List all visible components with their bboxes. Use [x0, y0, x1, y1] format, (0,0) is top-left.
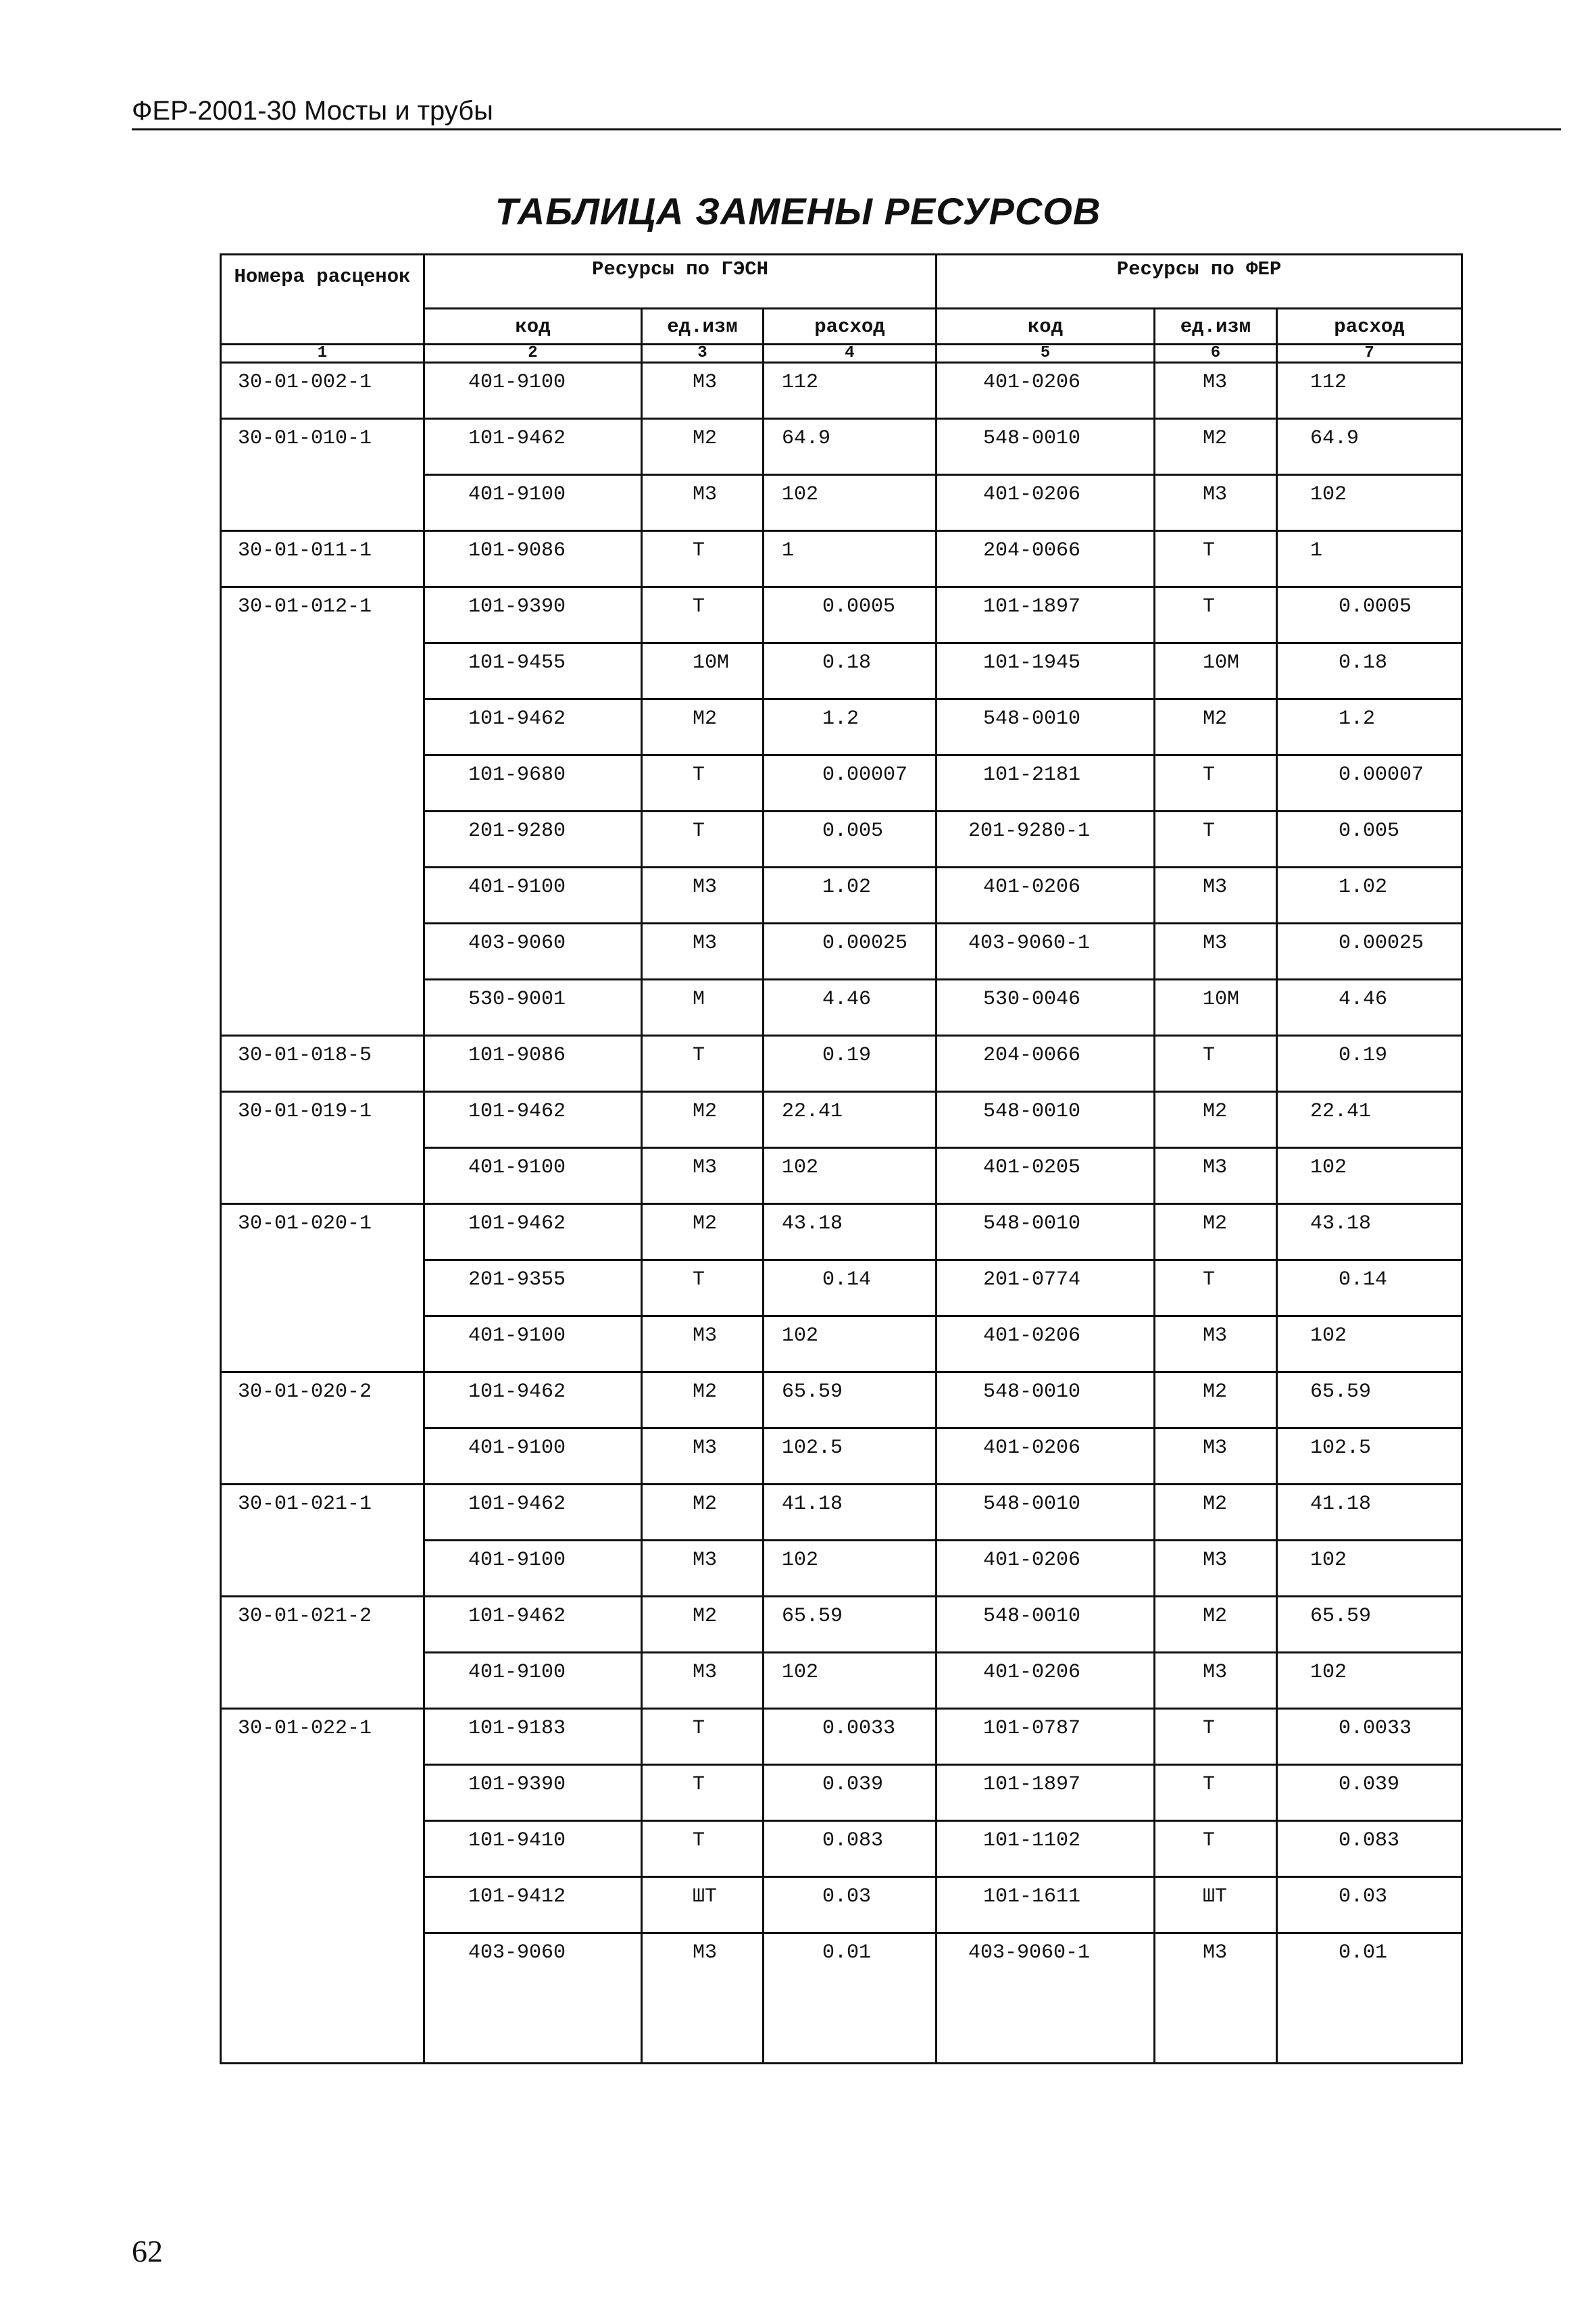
fer-code-cell: 201-9280-1: [937, 812, 1155, 868]
fer-amount-cell: 0.083: [1277, 1821, 1462, 1877]
fer-code-cell: 101-1102: [937, 1821, 1155, 1877]
column-number: 3: [642, 345, 764, 363]
gesn-code-cell: 101-9462: [424, 1485, 642, 1541]
gesn-code-cell: 201-9355: [424, 1260, 642, 1316]
gesn-amount-cell: 0.03: [764, 1877, 937, 1933]
gesn-code-cell: 101-9410: [424, 1821, 642, 1877]
fer-amount-cell: 65.59: [1277, 1597, 1462, 1653]
fer-code-cell: 548-0010: [937, 419, 1155, 475]
fer-code-cell: 401-0206: [937, 1428, 1155, 1485]
fer-code-cell: 101-0787: [937, 1709, 1155, 1765]
fer-amount-cell: 0.005: [1277, 812, 1462, 868]
fer-unit-cell: Т: [1155, 1709, 1277, 1765]
fer-amount-cell: 41.18: [1277, 1485, 1462, 1541]
gesn-code-cell: 101-9680: [424, 755, 642, 812]
gesn-code-cell: 401-9100: [424, 868, 642, 924]
gesn-code-cell: 101-9462: [424, 1204, 642, 1260]
fer-code-cell: 401-0206: [937, 1316, 1155, 1372]
fer-code-cell: 548-0010: [937, 1204, 1155, 1260]
rate-number-cell: 30-01-018-5: [221, 1036, 424, 1092]
gesn-unit-cell: М2: [642, 1485, 764, 1541]
gesn-code-cell: 401-9100: [424, 475, 642, 531]
column-number: 4: [764, 345, 937, 363]
gesn-amount-cell: 0.0033: [764, 1709, 937, 1765]
fer-unit-cell: М3: [1155, 1148, 1277, 1204]
gesn-amount-cell: 0.19: [764, 1036, 937, 1092]
gesn-unit-cell: М3: [642, 1933, 764, 2064]
gesn-code-cell: 101-9462: [424, 1092, 642, 1148]
fer-amount-cell: 102.5: [1277, 1428, 1462, 1485]
rate-number-cell: 30-01-021-1: [221, 1485, 424, 1597]
gesn-amount-cell: 0.083: [764, 1821, 937, 1877]
gesn-amount-cell: 0.039: [764, 1765, 937, 1821]
header-fer: Ресурсы по ФЕР: [937, 255, 1462, 309]
header-numbers: Номера расценок: [221, 255, 424, 345]
fer-code-cell: 401-0205: [937, 1148, 1155, 1204]
fer-amount-cell: 1.2: [1277, 699, 1462, 755]
gesn-unit-cell: Т: [642, 1709, 764, 1765]
table-row: [221, 1372, 1462, 1428]
fer-code-cell: 401-0206: [937, 868, 1155, 924]
gesn-unit-cell: Т: [642, 1036, 764, 1092]
gesn-amount-cell: 65.59: [764, 1597, 937, 1653]
rate-number-cell: 30-01-022-1: [221, 1709, 424, 2064]
gesn-unit-cell: М3: [642, 1653, 764, 1709]
fer-amount-cell: 102: [1277, 1148, 1462, 1204]
fer-unit-cell: М3: [1155, 1316, 1277, 1372]
gesn-unit-cell: Т: [642, 531, 764, 587]
fer-amount-cell: 64.9: [1277, 419, 1462, 475]
gesn-code-cell: 401-9100: [424, 1148, 642, 1204]
fer-amount-cell: 43.18: [1277, 1204, 1462, 1260]
fer-code-cell: 101-1897: [937, 1765, 1155, 1821]
fer-code-cell: 201-0774: [937, 1260, 1155, 1316]
gesn-unit-cell: М3: [642, 868, 764, 924]
fer-unit-cell: М2: [1155, 699, 1277, 755]
fer-code-cell: 548-0010: [937, 1092, 1155, 1148]
rate-number-cell: 30-01-002-1: [221, 363, 424, 419]
gesn-amount-cell: 102: [764, 1316, 937, 1372]
gesn-code-cell: 403-9060: [424, 924, 642, 980]
gesn-unit-cell: М: [642, 980, 764, 1036]
fer-unit-cell: М3: [1155, 1541, 1277, 1597]
table-row: [221, 1709, 1462, 1765]
fer-code-cell: 548-0010: [937, 1485, 1155, 1541]
fer-code-cell: 204-0066: [937, 1036, 1155, 1092]
fer-amount-cell: 65.59: [1277, 1372, 1462, 1428]
gesn-unit-cell: Т: [642, 587, 764, 643]
gesn-code-cell: 101-9086: [424, 531, 642, 587]
gesn-amount-cell: 65.59: [764, 1372, 937, 1428]
fer-unit-cell: М2: [1155, 1092, 1277, 1148]
fer-unit-cell: М3: [1155, 475, 1277, 531]
fer-amount-cell: 1.02: [1277, 868, 1462, 924]
gesn-amount-cell: 102: [764, 1653, 937, 1709]
gesn-code-cell: 101-9183: [424, 1709, 642, 1765]
table-row: [221, 1204, 1462, 1260]
resource-table: [220, 253, 1461, 1964]
gesn-unit-cell: М3: [642, 475, 764, 531]
fer-unit-cell: М3: [1155, 1653, 1277, 1709]
header-amount-fer: расход: [1277, 309, 1462, 345]
gesn-unit-cell: 10М: [642, 643, 764, 699]
header-code-gesn: код: [424, 309, 642, 345]
fer-unit-cell: Т: [1155, 1765, 1277, 1821]
gesn-code-cell: 101-9390: [424, 587, 642, 643]
fer-unit-cell: М2: [1155, 1485, 1277, 1541]
gesn-amount-cell: 0.14: [764, 1260, 937, 1316]
gesn-unit-cell: М3: [642, 1316, 764, 1372]
gesn-amount-cell: 41.18: [764, 1485, 937, 1541]
fer-unit-cell: М3: [1155, 363, 1277, 419]
fer-unit-cell: 10М: [1155, 643, 1277, 699]
gesn-amount-cell: 1.2: [764, 699, 937, 755]
gesn-code-cell: 101-9462: [424, 1597, 642, 1653]
gesn-code-cell: 401-9100: [424, 1428, 642, 1485]
gesn-unit-cell: М2: [642, 1597, 764, 1653]
fer-unit-cell: М2: [1155, 1204, 1277, 1260]
header-gesn: Ресурсы по ГЭСН: [424, 255, 937, 309]
fer-code-cell: 530-0046: [937, 980, 1155, 1036]
fer-unit-cell: Т: [1155, 755, 1277, 812]
fer-code-cell: 401-0206: [937, 363, 1155, 419]
fer-code-cell: 548-0010: [937, 699, 1155, 755]
gesn-code-cell: 101-9462: [424, 1372, 642, 1428]
column-number: 6: [1155, 345, 1277, 363]
gesn-code-cell: 530-9001: [424, 980, 642, 1036]
table-row: [221, 419, 1462, 475]
rate-number-cell: 30-01-012-1: [221, 587, 424, 1036]
fer-unit-cell: М3: [1155, 1933, 1277, 2064]
column-number: 5: [937, 345, 1155, 363]
fer-amount-cell: 112: [1277, 363, 1462, 419]
gesn-unit-cell: Т: [642, 1821, 764, 1877]
fer-amount-cell: 102: [1277, 1316, 1462, 1372]
gesn-amount-cell: 102: [764, 475, 937, 531]
fer-amount-cell: 0.0005: [1277, 587, 1462, 643]
gesn-unit-cell: М2: [642, 1092, 764, 1148]
gesn-amount-cell: 112: [764, 363, 937, 419]
header-unit-gesn: ед.изм: [642, 309, 764, 345]
fer-unit-cell: М3: [1155, 924, 1277, 980]
gesn-code-cell: 101-9412: [424, 1877, 642, 1933]
gesn-unit-cell: М3: [642, 1541, 764, 1597]
gesn-amount-cell: 0.00007: [764, 755, 937, 812]
table-row: [221, 587, 1462, 643]
rate-number-cell: 30-01-021-2: [221, 1597, 424, 1709]
header-code-fer: код: [937, 309, 1155, 345]
rate-number-cell: 30-01-020-2: [221, 1372, 424, 1485]
gesn-unit-cell: М3: [642, 363, 764, 419]
fer-code-cell: 401-0206: [937, 1541, 1155, 1597]
gesn-code-cell: 101-9462: [424, 419, 642, 475]
fer-amount-cell: 0.0033: [1277, 1709, 1462, 1765]
gesn-code-cell: 401-9100: [424, 1653, 642, 1709]
gesn-unit-cell: М2: [642, 419, 764, 475]
fer-code-cell: 101-2181: [937, 755, 1155, 812]
gesn-code-cell: 101-9390: [424, 1765, 642, 1821]
column-number: 1: [221, 345, 424, 363]
fer-code-cell: 403-9060-1: [937, 1933, 1155, 2064]
page-title: ТАБЛИЦА ЗАМЕНЫ РЕСУРСОВ: [495, 190, 1101, 232]
fer-amount-cell: 102: [1277, 1653, 1462, 1709]
fer-unit-cell: Т: [1155, 1260, 1277, 1316]
fer-amount-cell: 0.03: [1277, 1877, 1462, 1933]
gesn-amount-cell: 102: [764, 1541, 937, 1597]
gesn-unit-cell: Т: [642, 1765, 764, 1821]
gesn-unit-cell: М3: [642, 924, 764, 980]
fer-unit-cell: 10М: [1155, 980, 1277, 1036]
column-number: 2: [424, 345, 642, 363]
column-number: 7: [1277, 345, 1462, 363]
fer-code-cell: 548-0010: [937, 1372, 1155, 1428]
gesn-amount-cell: 102.5: [764, 1428, 937, 1485]
gesn-amount-cell: 1: [764, 531, 937, 587]
gesn-code-cell: 101-9455: [424, 643, 642, 699]
gesn-unit-cell: М3: [642, 1148, 764, 1204]
fer-amount-cell: 1: [1277, 531, 1462, 587]
fer-code-cell: 403-9060-1: [937, 924, 1155, 980]
table-row: [221, 363, 1462, 419]
table-row: [221, 1092, 1462, 1148]
gesn-unit-cell: М2: [642, 699, 764, 755]
gesn-amount-cell: 102: [764, 1148, 937, 1204]
fer-amount-cell: 0.00007: [1277, 755, 1462, 812]
fer-unit-cell: М2: [1155, 1597, 1277, 1653]
gesn-amount-cell: 0.01: [764, 1933, 937, 2064]
table-body: [221, 363, 1462, 2064]
gesn-amount-cell: 0.18: [764, 643, 937, 699]
table-row: [221, 1597, 1462, 1653]
rate-number-cell: 30-01-019-1: [221, 1092, 424, 1204]
header-unit-fer: ед.изм: [1155, 309, 1277, 345]
gesn-code-cell: 401-9100: [424, 1316, 642, 1372]
fer-amount-cell: 0.18: [1277, 643, 1462, 699]
gesn-amount-cell: 1.02: [764, 868, 937, 924]
fer-unit-cell: Т: [1155, 531, 1277, 587]
gesn-amount-cell: 0.00025: [764, 924, 937, 980]
gesn-unit-cell: М2: [642, 1204, 764, 1260]
gesn-amount-cell: 4.46: [764, 980, 937, 1036]
page-number: 62: [132, 2234, 163, 2268]
gesn-code-cell: 101-9462: [424, 699, 642, 755]
fer-amount-cell: 0.00025: [1277, 924, 1462, 980]
fer-unit-cell: Т: [1155, 812, 1277, 868]
rate-number-cell: 30-01-011-1: [221, 531, 424, 587]
fer-unit-cell: ШТ: [1155, 1877, 1277, 1933]
gesn-code-cell: 401-9100: [424, 363, 642, 419]
gesn-amount-cell: 22.41: [764, 1092, 937, 1148]
fer-amount-cell: 0.039: [1277, 1765, 1462, 1821]
fer-amount-cell: 0.14: [1277, 1260, 1462, 1316]
fer-amount-cell: 102: [1277, 1541, 1462, 1597]
header-amount-gesn: расход: [764, 309, 937, 345]
gesn-code-cell: 101-9086: [424, 1036, 642, 1092]
gesn-amount-cell: 43.18: [764, 1204, 937, 1260]
fer-unit-cell: М2: [1155, 1372, 1277, 1428]
gesn-code-cell: 403-9060: [424, 1933, 642, 2064]
fer-code-cell: 204-0066: [937, 531, 1155, 587]
gesn-unit-cell: М2: [642, 1372, 764, 1428]
fer-amount-cell: 0.01: [1277, 1933, 1462, 2064]
fer-code-cell: 101-1611: [937, 1877, 1155, 1933]
fer-amount-cell: 22.41: [1277, 1092, 1462, 1148]
fer-unit-cell: М3: [1155, 868, 1277, 924]
table-row: [221, 1485, 1462, 1541]
gesn-unit-cell: ШТ: [642, 1877, 764, 1933]
fer-code-cell: 101-1945: [937, 643, 1155, 699]
gesn-amount-cell: 0.005: [764, 812, 937, 868]
fer-code-cell: 401-0206: [937, 1653, 1155, 1709]
fer-code-cell: 548-0010: [937, 1597, 1155, 1653]
gesn-unit-cell: Т: [642, 1260, 764, 1316]
gesn-code-cell: 201-9280: [424, 812, 642, 868]
rate-number-cell: 30-01-010-1: [221, 419, 424, 531]
gesn-unit-cell: Т: [642, 812, 764, 868]
fer-code-cell: 101-1897: [937, 587, 1155, 643]
fer-unit-cell: Т: [1155, 1036, 1277, 1092]
fer-amount-cell: 0.19: [1277, 1036, 1462, 1092]
fer-unit-cell: М2: [1155, 419, 1277, 475]
fer-code-cell: 401-0206: [937, 475, 1155, 531]
gesn-code-cell: 401-9100: [424, 1541, 642, 1597]
table-row: [221, 531, 1462, 587]
gesn-amount-cell: 64.9: [764, 419, 937, 475]
fer-unit-cell: М3: [1155, 1428, 1277, 1485]
gesn-unit-cell: М3: [642, 1428, 764, 1485]
table-row: [221, 1036, 1462, 1092]
gesn-amount-cell: 0.0005: [764, 587, 937, 643]
fer-unit-cell: Т: [1155, 587, 1277, 643]
fer-unit-cell: Т: [1155, 1821, 1277, 1877]
running-header: ФЕР-2001-30 Мосты и трубы: [132, 95, 1561, 130]
rate-number-cell: 30-01-020-1: [221, 1204, 424, 1372]
fer-amount-cell: 4.46: [1277, 980, 1462, 1036]
gesn-unit-cell: Т: [642, 755, 764, 812]
fer-amount-cell: 102: [1277, 475, 1462, 531]
